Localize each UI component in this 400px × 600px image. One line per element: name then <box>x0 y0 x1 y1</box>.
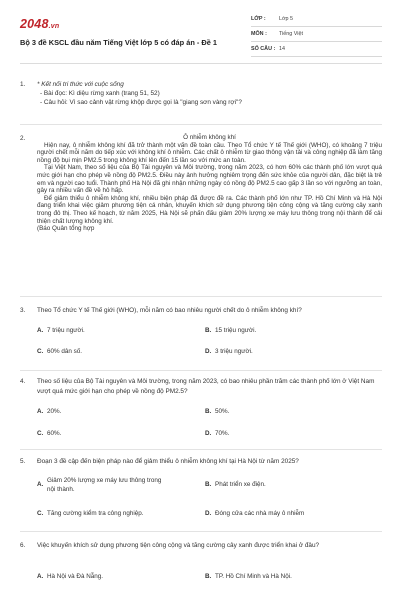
meta-key: MÔN : <box>251 31 267 37</box>
option-label: C. <box>37 348 44 355</box>
question-4 <box>20 377 382 447</box>
question-number: 6. <box>20 542 26 549</box>
question-number: 5. <box>20 458 26 465</box>
question-divider <box>20 296 382 297</box>
option-text: Giảm 20% lượng xe máy lưu thông trong nội thành. <box>47 477 162 493</box>
question-number: 3. <box>20 307 26 314</box>
section-line: * Kết nối tri thức với cuộc sống <box>37 81 124 88</box>
option-label: A. <box>37 573 44 580</box>
passage-paragraph: Để giảm thiểu ô nhiễm không khí, nhiều biện pháp đã được đề ra. Các thành phố lớn như TP. Hồ Chí Minh và Hà Nội đang triển khai việc giảm phương tiện cá nhân, khuyến khích sử dụng phương tiện công cộng và tăng cường cây xanh trong đô thị. Theo kế hoạch, từ năm 2025, Hà Nội sẽ phấn đấu giảm 20% lượng xe máy lưu thông trong nội thành để cải thiện chất lượng không khí. <box>37 194 382 225</box>
question-line: - Câu hỏi: Vì sao cảnh vật rừng khộp được gọi là "giang sơn vàng rợi"? <box>40 99 242 106</box>
passage-paragraph: Hiện nay, ô nhiễm không khí đã trở thành một vấn đề toàn cầu. Theo Tổ chức Y tế Thế giới (WHO), có khoảng 7 triệu người chết mỗi năm do tiếp xúc với không khí ô nhiễm. Các chất ô nhiễm từ giao thông vận tải và công nghiệp đã làm tăng nồng độ bụi mịn PM2.5 trong không khí lên đến 15 lần so với mức an toàn. <box>37 141 382 164</box>
option-a[interactable] <box>37 573 201 582</box>
question-number: 2. <box>20 135 26 142</box>
reading-line: - Bài đọc: Kì diệu rừng xanh (trang 51, 52) <box>40 90 160 97</box>
question-divider <box>20 124 382 125</box>
document-title: Bộ 3 đề KSCL đầu năm Tiếng Việt lớp 5 có đáp án - Đề 1 <box>20 38 218 47</box>
option-b[interactable] <box>205 408 381 417</box>
question-stem: Việc khuyến khích sử dụng phương tiện công cộng và tăng cường cây xanh được triển khai ở đâu? <box>37 542 320 549</box>
reading-passage <box>37 134 382 233</box>
option-b[interactable] <box>205 327 381 336</box>
passage-paragraph: Tại Việt Nam, theo số liệu của Bộ Tài nguyên và Môi trường, trong năm 2023, có hơn 60% các thành phố lớn vượt quá mức giới hạn cho phép về nồng độ PM2.5. Điều này ảnh hưởng nghiêm trọng đến sức khỏe của người dân, đặc biệt là trẻ em và người cao tuổi. Thành phố Hà Nội đã ghi nhận những ngày có nồng độ PM2.5 cao gấp 3 lần so với ngưỡng an toàn, gây ra nhiều vấn đề về hô hấp. <box>37 164 382 195</box>
option-a[interactable] <box>37 408 201 417</box>
meta-key: LỚP : <box>251 16 266 22</box>
meta-row-subject <box>251 27 382 42</box>
option-label: C. <box>37 510 44 517</box>
passage-title: Ô nhiễm không khí <box>183 134 236 141</box>
brand-main: 2048 <box>20 17 49 31</box>
option-text: 7 triệu người. <box>47 327 85 334</box>
question-2 <box>20 134 382 294</box>
question-3 <box>20 306 382 368</box>
page-header <box>20 12 382 58</box>
question-number: 4. <box>20 378 26 385</box>
meta-key: SỐ CÂU : <box>251 46 276 52</box>
option-text: 70%. <box>215 430 230 437</box>
meta-row-grade <box>251 12 382 27</box>
option-text: 20%. <box>47 408 62 415</box>
option-label: B. <box>205 327 212 334</box>
question-divider <box>20 449 382 450</box>
option-text: 3 triệu người. <box>215 348 253 355</box>
meta-table <box>251 12 382 57</box>
question-1 <box>20 80 382 114</box>
option-a[interactable] <box>37 477 201 494</box>
option-text: 60%. <box>47 430 62 437</box>
option-label: D. <box>205 430 212 437</box>
option-text: 60% dân số. <box>47 348 83 355</box>
meta-value: Lớp 5 <box>279 16 294 22</box>
option-label: D. <box>205 348 212 355</box>
option-label: A. <box>37 327 44 334</box>
option-c[interactable] <box>37 430 201 439</box>
meta-value: 14 <box>279 46 285 52</box>
question-6 <box>20 541 382 597</box>
question-body <box>37 80 382 107</box>
option-text: Đóng cửa các nhà máy ô nhiễm <box>215 510 305 517</box>
option-text: Hà Nội và Đà Nẵng. <box>47 573 103 580</box>
option-label: A. <box>37 408 44 415</box>
option-label: D. <box>205 510 212 517</box>
option-label: B. <box>205 408 212 415</box>
passage-source: (Báo Quân tổng hợp <box>37 225 95 233</box>
meta-value: Tiếng Việt <box>279 31 303 37</box>
option-a[interactable] <box>37 327 201 336</box>
option-text: 50%. <box>215 408 230 415</box>
option-b[interactable] <box>205 481 381 490</box>
brand-sub: .vn <box>48 23 60 30</box>
question-stem: Theo Tổ chức Y tế Thế giới (WHO), mỗi năm có bao nhiêu người chết do ô nhiễm không khí? <box>37 307 302 314</box>
question-divider <box>20 531 382 532</box>
option-text: Phát triển xe điện. <box>215 481 266 488</box>
header-divider <box>20 63 382 64</box>
option-d[interactable] <box>205 430 381 439</box>
option-c[interactable] <box>37 348 201 357</box>
question-stem: Đoạn 3 đề cập đến biện pháp nào để giảm thiểu ô nhiễm không khí tại Hà Nội từ năm 2025? <box>37 458 299 465</box>
option-label: C. <box>37 430 44 437</box>
option-label: A. <box>37 481 44 489</box>
option-label: B. <box>205 573 212 580</box>
question-number: 1. <box>20 81 26 88</box>
option-c[interactable] <box>37 510 201 519</box>
site-logo[interactable] <box>20 17 59 31</box>
question-5 <box>20 457 382 529</box>
option-b[interactable] <box>205 573 381 582</box>
question-divider <box>20 370 382 371</box>
option-label: B. <box>205 481 212 488</box>
option-d[interactable] <box>205 348 381 357</box>
option-text: 15 triệu người. <box>215 327 257 334</box>
option-text: TP. Hồ Chí Minh và Hà Nội. <box>215 573 292 580</box>
meta-row-count <box>251 42 382 57</box>
option-d[interactable] <box>205 510 381 519</box>
question-stem: Theo số liệu của Bộ Tài nguyên và Môi trường, trong năm 2023, có bao nhiêu phần trăm các thành phố lớn ở Việt Nam vượt quá mức giới hạn cho phép về nồng độ PM2.5? <box>37 378 375 395</box>
option-text: Tăng cường kiểm tra công nghiệp. <box>47 510 144 517</box>
